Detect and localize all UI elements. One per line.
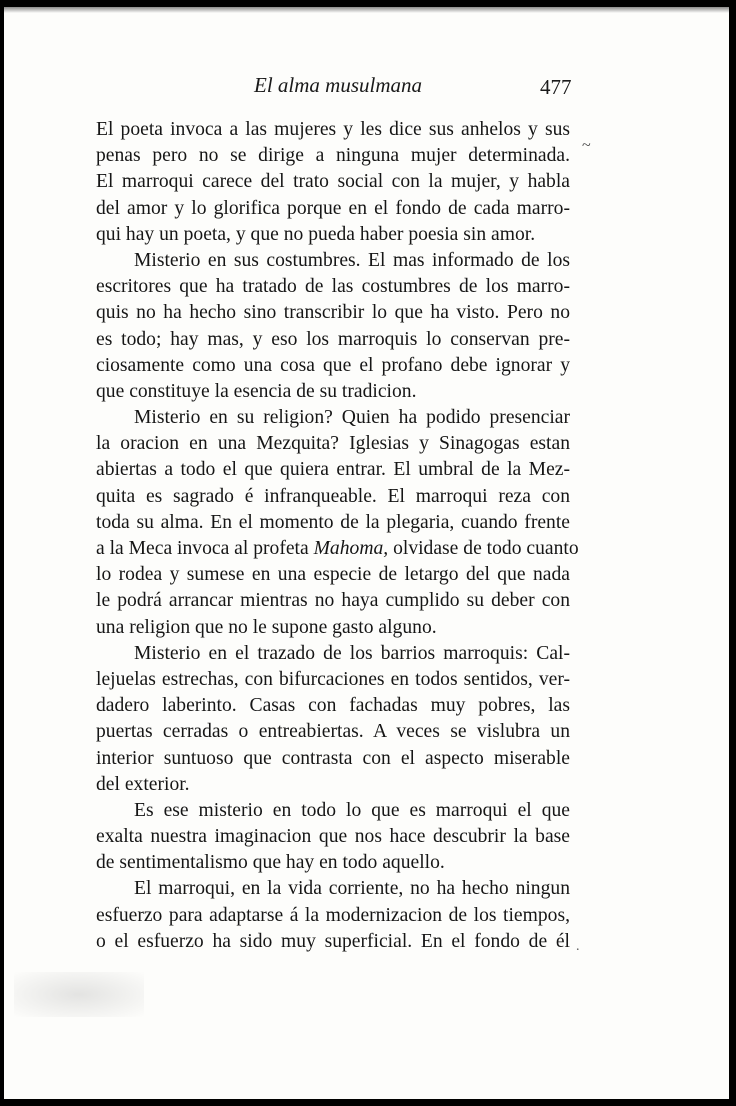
text-line: Es ese misterio en todo lo que es marroqui el que: [134, 799, 570, 821]
text-segment: olvidase de todo cuanto: [393, 538, 579, 559]
text-line: Misterio en su religion? Quien ha podido presenciar: [134, 407, 570, 429]
text-line: puertas cerradas o entreabiertas. A veces se vislubra un: [96, 721, 570, 743]
text-line: abiertas a todo el que quiera entrar. El umbral de la Mez-: [96, 459, 570, 481]
text-line: del amor y lo glorifica porque en el fondo de cada marro-: [96, 197, 570, 219]
text-line: quita es sagrado é infranqueable. El marroqui reza con: [96, 485, 570, 507]
text-line: Misterio en sus costumbres. El mas informado de los: [134, 249, 570, 271]
running-title: El alma musulmana: [254, 73, 422, 97]
body-text: [96, 117, 579, 955]
paper-smudge: [14, 972, 144, 1017]
text-line: le podrá arrancar mientras no haya cumplido su deber con: [96, 590, 570, 612]
text-line: dadero laberinto. Casas con fachadas muy pobres, las: [96, 695, 570, 717]
text-line: del exterior.: [96, 773, 190, 795]
text-line: quis no ha hecho sino transcribir lo que ha visto. Pero no: [96, 302, 570, 324]
top-edge-shadow: [4, 7, 729, 13]
margin-mark-bottom: .: [576, 939, 580, 954]
text-line: El marroqui carece del trato social con la mujer, y habla: [96, 171, 570, 193]
text-line: toda su alma. En el momento de la plegaria, cuando frente: [96, 511, 570, 533]
margin-mark-top: ~: [582, 137, 591, 154]
text-line: la oracion en una Mezquita? Iglesias y Sinagogas estan: [96, 433, 570, 455]
text-line: de sentimentalismo que hay en todo aquello.: [96, 852, 445, 874]
text-line: exalta nuestra imaginacion que nos hace descubrir la base: [96, 826, 570, 848]
text-line: esfuerzo para adaptarse á la modernizacion de los tiempos,: [96, 904, 570, 926]
text-line: Misterio en el trazado de los barrios marroquis: Cal-: [134, 642, 570, 664]
text-line: penas pero no se dirige a ninguna mujer determinada.: [96, 145, 570, 167]
text-line: es todo; hay mas, y eso los marroquis lo conservan pre-: [96, 328, 570, 350]
text-line: ciosamente como una cosa que el profano debe ignorar y: [96, 354, 570, 376]
page-number: 477: [540, 75, 572, 99]
italic-name: Mahoma,: [313, 538, 389, 559]
text-line: qui hay un poeta, y que no pueda haber poesia sin amor.: [96, 223, 536, 245]
book-page: [4, 7, 729, 1099]
text-segment: a la Meca invoca al profeta: [96, 538, 309, 559]
text-line: lo rodea y sumese en una especie de letargo del que nada: [96, 564, 570, 586]
text-line: lejuelas estrechas, con bifurcaciones en todos sentidos, ver-: [96, 668, 570, 690]
text-line-mixed: [96, 536, 579, 562]
text-line: El poeta invoca a las mujeres y les dice sus anhelos y sus: [96, 119, 570, 140]
text-line: interior suntuoso que contrasta con el aspecto miserable: [96, 747, 570, 769]
text-line: escritores que ha tratado de las costumbres de los marro-: [96, 276, 570, 298]
text-line: una religion que no le supone gasto alguno.: [96, 616, 437, 638]
text-line: o el esfuerzo ha sido muy superficial. En el fondo de él: [96, 930, 570, 952]
text-line: que constituye la esencia de su tradicion.: [96, 380, 417, 402]
text-line: El marroqui, en la vida corriente, no ha hecho ningun: [134, 878, 570, 900]
